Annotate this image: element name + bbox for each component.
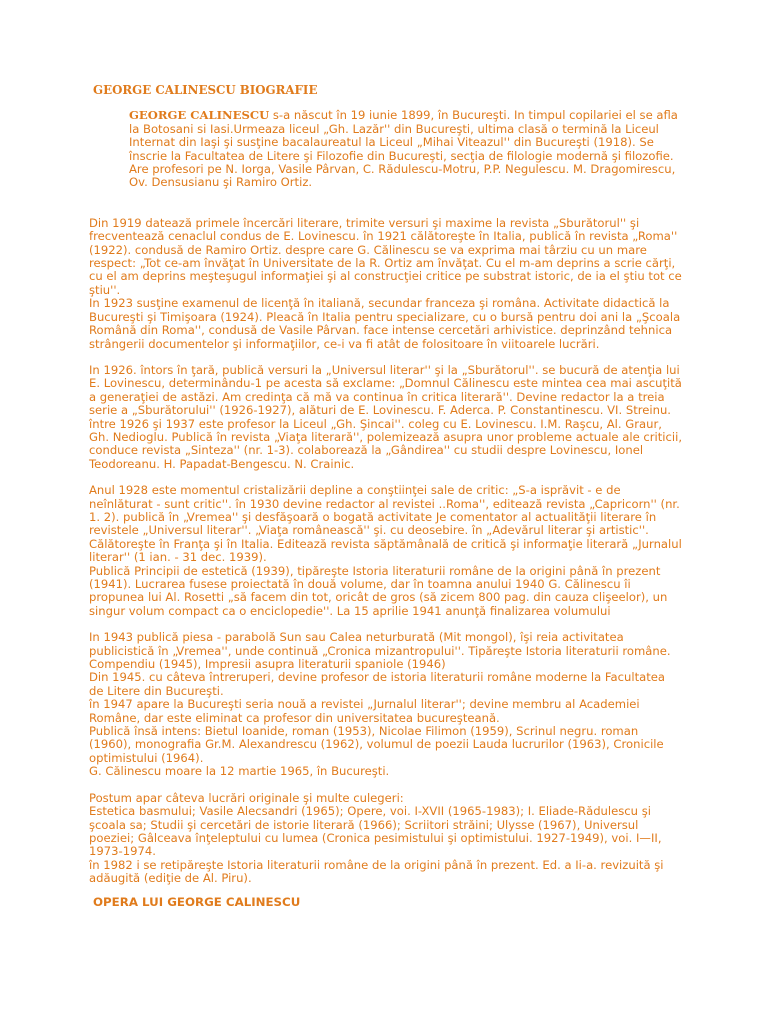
section-title-opera: OPERA LUI GEORGE CALINESCU: [93, 894, 301, 909]
paragraph-postum: Postum apar câteva lucrări originale şi multe culegeri:: [89, 790, 404, 805]
paragraph-1919: Din 1919 datează primele încercări literare, trimite versuri şi maxime la revista „Sburătorul'' şi frecventează cenaclul condus de E. Lovinescu. în 1921 călătoreşte în Italia, publică în revista „Roma'' (1922). condusă de Ramiro Ortiz. despre care G. Călinescu se va exprima mai târziu cu un mare respect: „Tot ce-am învăţat în Universitate de la R. Ortiz am învăţat. Cu el m-am deprins a scrie cărţi, cu el am deprins meşteşugul informaţiei şi al construcţiei critice pe substrat istoric, de ia el ştiu tot ce ştiu''.: [89, 215, 682, 297]
paragraph-1945: Din 1945. cu câteva întreruperi, devine profesor de istoria literaturii române moderne la Facultatea de Litere din Bucureşti.: [89, 670, 666, 698]
paragraph-moare: G. Călinescu moare la 12 martie 1965, în Bucureşti.: [89, 764, 390, 779]
intro-text: s-a născut în 19 iunie 1899, în Bucureşti. In timpul copilariei el se afla la Botosani si Iasi.Urmeaza liceul „Gh. Lazăr'' din Bucureşti, ultima clasă o termină la Liceul Internat din Iaşi şi susţine bacalaureatul la Liceul „Mihai Viteazul'' din Bucureşti (1918). Se înscrie la Facultatea de Litere şi Filozofie din Bucureşti, secţia de filologie modernă şi filozofie. Are profesori pe N. Iorga, Vasile Pârvan, C. Rădulescu-Motru, P.P. Negulescu. M. Dragomirescu, Ov. Densusianu şi Ramiro Ortiz.: [129, 108, 678, 190]
paragraph-1939: Publică Principii de estetică (1939), tipăreşte Istoria literaturii române de la origini până în prezent (1941). Lucrarea fusese proiectată în două volume, dar în toamna anului 1940 G. Călinescu îi propunea lui Al. Rosetti „să facem din tot, oricât de gros (să zicem 800 pag. din cauza clişeelor), un singur volum compact ca o enciclopedie''. La 15 aprilie 1941 anunţă finalizarea volumului: [89, 563, 668, 618]
document-page: [89, 84, 683, 909]
paragraph-estetica: Estetica basmului; Vasile Alecsandri (1965); Opere, voi. I-XVII (1965-1983); I. Eliade-Rădulescu şi şcoala sa; Studii şi cercetări de istorie literară (1966); Scriitori străini; Ulysse (1967), Universul poeziei; Gâlceava înţeleptului cu lumea (Cronica pesimistului şi optimistului. 1927-1949), voi. I—II, 1973-1974.: [89, 804, 662, 859]
spacer: [89, 779, 683, 792]
page-title: GEORGE CALINESCU BIOGRAFIE: [93, 83, 318, 97]
paragraph-1943: In 1943 publică piesa - parabolă Sun sau Calea neturburată (Mit mongol), îşi reia activitatea publicistică în „Vremea'', unde continuă „Cronica mizantropului''. Tipăreşte Istoria literaturii române. Compendiu (1945), Impresii asupra literaturii spaniole (1946): [89, 630, 671, 672]
paragraph-1947: în 1947 apare la Bucureşti seria nouă a revistei „Jurnalul literar''; devine membru al Academiei Române, dar este eliminat ca profesor din universitatea bucureşteană.: [89, 697, 640, 725]
paragraph-1928: Anul 1928 este momentul cristalizării depline a conştiinţei sale de critic: „S-a isprăvit - e de neînlăturat - sunt critic''. în 1930 devine redactor al revistei ..Roma'', editează revista „Capricorn'' (nr. 1. 2). publică în „Vremea'' şi desfăşoară o bogată activitate Je comentator al actualităţii literare în revistele „Universul literar''. „Viaţa românească'' şi. cu deosebire. în „Adevărul literar şi artistic''. Călătoreşte în Franţa şi în Italia. Editează revista săptămânală de critică şi informaţie literară „Jurnalul literar'' (1 ian. - 31 dec. 1939).: [89, 483, 682, 565]
spacer: [89, 190, 683, 217]
paragraph-1926: In 1926. întors în ţară, publică versuri la „Universul literar'' şi la „Sburătorul''. se bucură de atenţia lui E. Lovinescu, determinându-1 pe acesta să exclame: „Domnul Călinescu este mintea cea mai ascuţită a generaţiei de astăzi. Am credinţa că mă va continua în critica literară''. Devine redactor la a treia serie a „Sburătorului'' (1926-1927), alături de E. Lovinescu. F. Aderca. P. Constantinescu. VI. Streinu. între 1926 şi 1937 este profesor la Liceul „Gh. Şincai''. coleg cu E. Lovinescu. I.M. Raşcu, Al. Graur, Gh. Nedioglu. Publică în revista „Viaţa literară'', polemizează asupra unor probleme actuale ale criticii, conduce revista „Sinteza'' (nr. 1-3). colaborează la „Gândirea'' cu studii despre Lovinescu, Ionel Teodoreanu. H. Papadat-Bengescu. N. Crainic.: [89, 362, 683, 471]
paragraph-1923: In 1923 susţine examenul de licenţă în italiană, secundar franceza şi româna. Activitate didactică la Bucureşti şi Timişoara (1924). Pleacă în Italia pentru specializare, cu o bursă pentru doi ani la „Şcoala Română din Roma'', condusă de Vasile Pârvan. face intense cercetări arhivistice. deprinzând tehnica strângerii documentelor şi informaţiilor, ce-i va fi atât de folositoare în viitoarele lucrări.: [89, 296, 681, 351]
paragraph-1982: în 1982 i se retipăreşte Istoria literaturii române de la origini până în prezent. Ed. a Ii-a. revizuită şi adăugită (ediţie de Al. Piru).: [89, 857, 664, 886]
spacer: [89, 351, 683, 364]
paragraph-publica: Publică însă intens: Bietul Ioanide, roman (1953), Nicolae Filimon (1959), Scrinul negru. roman (1960), monografia Gr.M. Alexandrescu (1962), volumul de poezii Lauda lucrurilor (1963), Cronicile optimistului (1964).: [89, 724, 664, 765]
intro-name: GEORGE CALINESCU: [129, 108, 270, 123]
intro-paragraph: [89, 109, 683, 189]
